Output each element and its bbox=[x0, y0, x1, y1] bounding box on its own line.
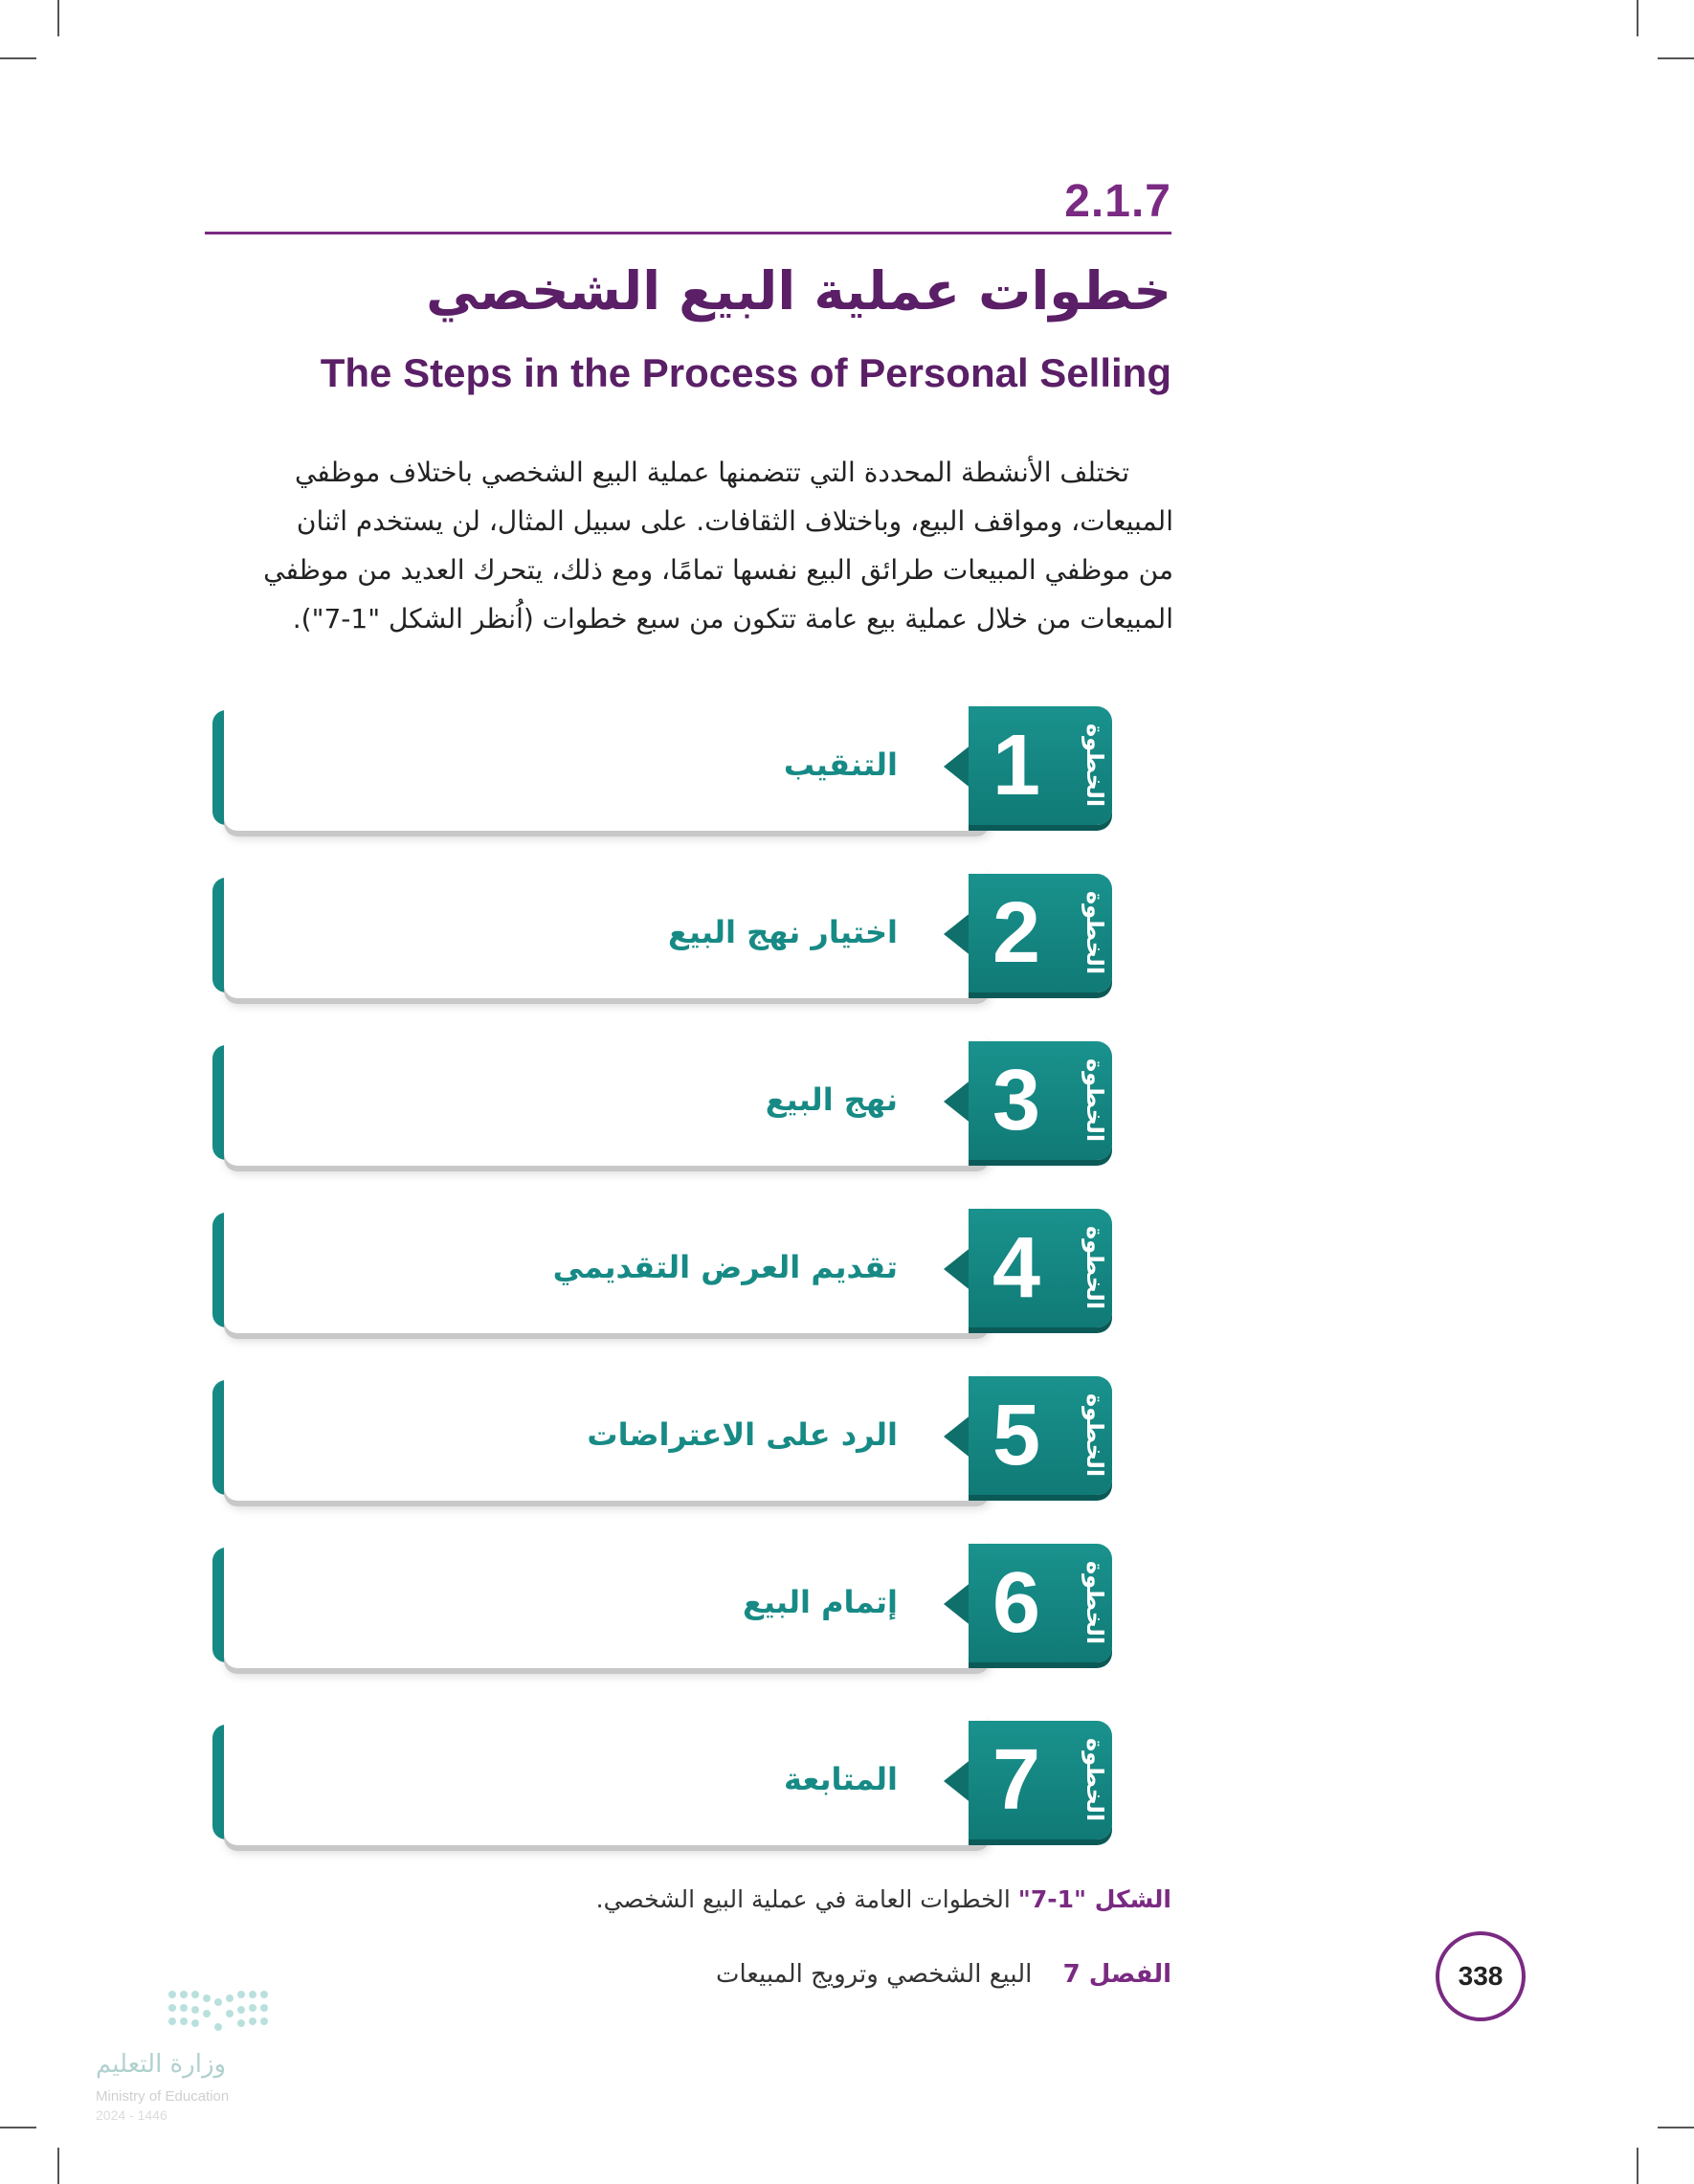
step-item-1 bbox=[212, 699, 1124, 842]
step-label: نهج البيع bbox=[765, 1081, 898, 1118]
ministry-logo-icon bbox=[96, 1981, 316, 2039]
crop-mark bbox=[0, 57, 36, 59]
intro-line: من موظفي المبيعات طرائق البيع نفسها تمامًا، ومع ذلك، يتحرك العديد من موظفي bbox=[263, 554, 1173, 586]
intro-line: تختلف الأنشطة المحددة التي تتضمنها عملية البيع الشخصي باختلاف موظفي bbox=[294, 457, 1129, 488]
step-item-3 bbox=[212, 1034, 1124, 1177]
section-title-arabic: خطوات عملية البيع الشخصي bbox=[426, 260, 1171, 322]
step-badge bbox=[969, 1041, 1112, 1160]
step-number: 1 bbox=[992, 718, 1041, 813]
step-word: الخطوة bbox=[1081, 1393, 1108, 1478]
crop-mark bbox=[1658, 57, 1694, 59]
step-badge bbox=[969, 706, 1112, 825]
section-divider bbox=[205, 232, 1171, 234]
figure-caption-text: الخطوات العامة في عملية البيع الشخصي. bbox=[595, 1885, 1011, 1913]
crop-mark bbox=[1658, 2127, 1694, 2128]
step-badge bbox=[969, 874, 1112, 992]
step-word: الخطوة bbox=[1081, 1561, 1108, 1645]
step-item-2 bbox=[212, 866, 1124, 1010]
crop-mark bbox=[1637, 0, 1638, 36]
page-number: 338 bbox=[1436, 1931, 1526, 2021]
step-label: إتمام البيع bbox=[742, 1584, 898, 1620]
step-label: الرد على الاعتراضات bbox=[587, 1416, 898, 1453]
step-number: 7 bbox=[992, 1732, 1041, 1828]
figure-caption bbox=[596, 1885, 1171, 1913]
figure-caption-label: الشكل "1-7" bbox=[1017, 1885, 1171, 1913]
ministry-name-arabic: وزارة التعليم bbox=[96, 2050, 227, 2079]
step-badge bbox=[969, 1376, 1112, 1495]
step-word: الخطوة bbox=[1081, 724, 1108, 808]
section-number: 2.1.7 bbox=[1064, 176, 1171, 227]
step-badge bbox=[969, 1544, 1112, 1662]
crop-mark bbox=[57, 2148, 59, 2184]
step-word: الخطوة bbox=[1081, 891, 1108, 975]
page-footer bbox=[716, 1960, 1171, 1989]
ministry-year: 2024 - 1446 bbox=[96, 2107, 167, 2123]
crop-mark bbox=[57, 0, 59, 36]
step-badge bbox=[969, 1721, 1112, 1839]
step-number: 5 bbox=[992, 1388, 1041, 1483]
ministry-name-english: Ministry of Education bbox=[96, 2088, 230, 2105]
section-title-english: The Steps in the Process of Personal Selling bbox=[320, 350, 1171, 395]
step-number: 6 bbox=[992, 1555, 1041, 1651]
step-number: 4 bbox=[992, 1220, 1041, 1316]
step-word: الخطوة bbox=[1081, 1226, 1108, 1310]
intro-paragraph bbox=[205, 448, 1173, 643]
step-item-4 bbox=[212, 1201, 1124, 1345]
step-number: 3 bbox=[992, 1053, 1041, 1148]
footer-chapter-title: البيع الشخصي وترويج المبيعات bbox=[716, 1960, 1033, 1989]
crop-mark bbox=[1637, 2148, 1638, 2184]
footer-chapter-label: الفصل 7 bbox=[1062, 1960, 1171, 1989]
intro-line: المبيعات من خلال عملية بيع عامة تتكون من سبع خطوات (اُنظر الشكل "1-7"). bbox=[292, 603, 1173, 635]
step-item-7 bbox=[212, 1713, 1124, 1857]
ministry-logo bbox=[96, 1981, 325, 2125]
step-word: الخطوة bbox=[1081, 1738, 1108, 1822]
step-number: 2 bbox=[992, 885, 1041, 981]
step-label: التنقيب bbox=[783, 747, 898, 783]
step-label: تقديم العرض التقديمي bbox=[552, 1249, 898, 1285]
intro-line: المبيعات، ومواقف البيع، وباختلاف الثقافات. على سبيل المثال، لن يستخدم اثنان bbox=[296, 505, 1173, 537]
step-item-5 bbox=[212, 1369, 1124, 1512]
step-badge bbox=[969, 1209, 1112, 1327]
step-item-6 bbox=[212, 1536, 1124, 1680]
step-label: المتابعة bbox=[784, 1761, 898, 1797]
step-label: اختيار نهج البيع bbox=[667, 914, 898, 950]
crop-mark bbox=[0, 2127, 36, 2128]
step-word: الخطوة bbox=[1081, 1059, 1108, 1143]
